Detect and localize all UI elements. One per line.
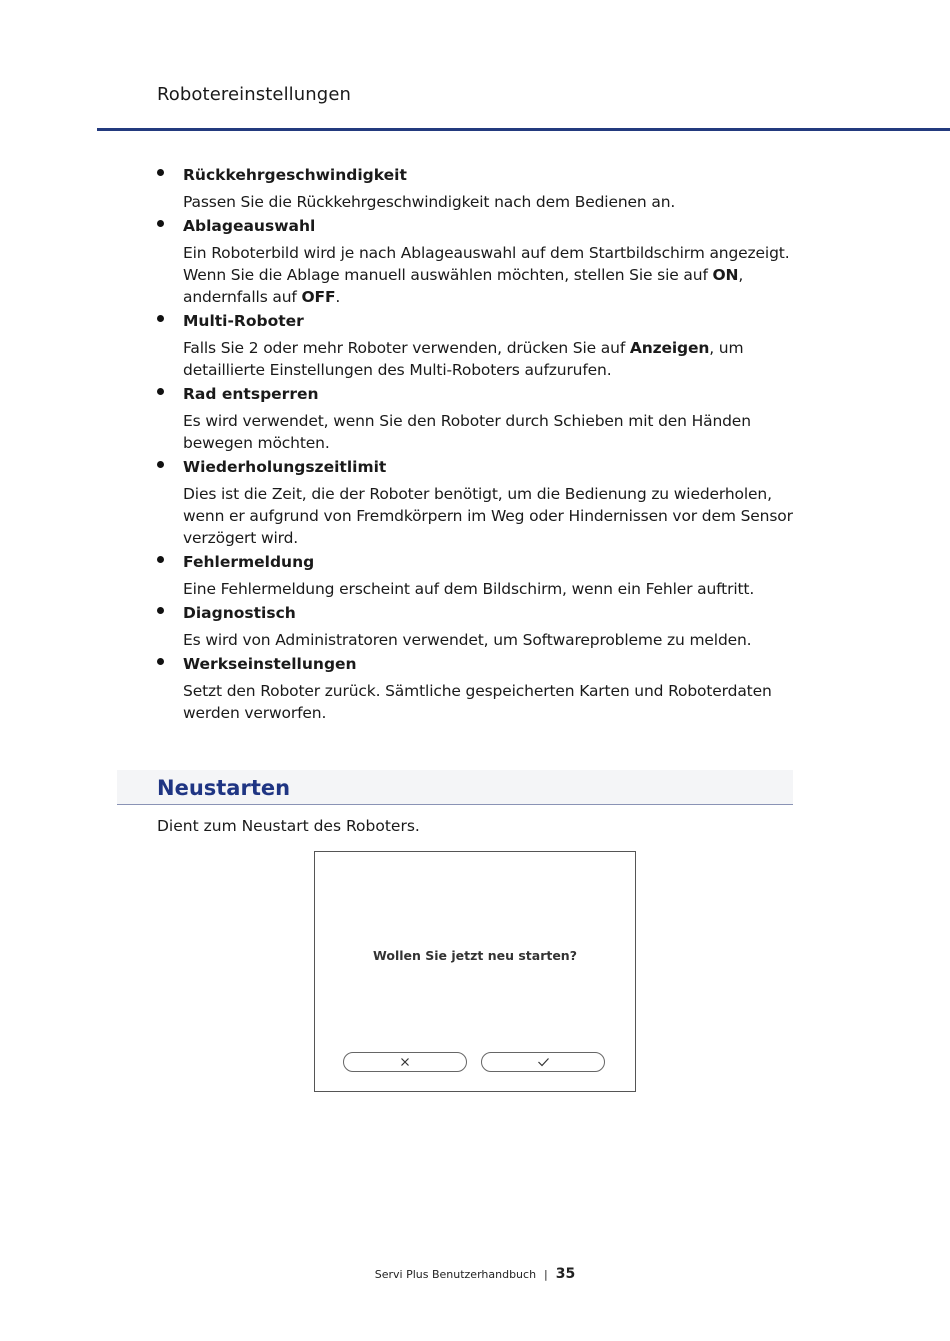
bullet-icon xyxy=(157,607,164,614)
bullet-icon xyxy=(157,388,164,395)
settings-item xyxy=(157,164,797,213)
emphasis-anzeigen: Anzeigen xyxy=(629,339,710,357)
settings-item-title: Diagnostisch xyxy=(183,604,296,622)
settings-item xyxy=(157,383,797,454)
footer-manual-title: Servi Plus Benutzerhandbuch xyxy=(374,1268,537,1281)
confirm-button[interactable] xyxy=(481,1052,605,1072)
page-number: 35 xyxy=(555,1266,576,1282)
page-header-title: Robotereinstellungen xyxy=(157,84,352,105)
settings-item-description: Es wird von Administratoren verwendet, um Softwareprobleme zu melden. xyxy=(183,631,752,649)
settings-item-description: Ein Roboterbild wird je nach Ablageauswahl auf dem Startbildschirm angezeigt. Wenn Sie die Ablage manuell auswählen möchten, stellen Sie sie auf ON, andernfalls auf OFF. xyxy=(183,244,790,306)
settings-item xyxy=(157,310,797,381)
section-description: Dient zum Neustart des Roboters. xyxy=(157,817,420,835)
settings-item-description: Eine Fehlermeldung erscheint auf dem Bildschirm, wenn ein Fehler auftritt. xyxy=(183,580,755,598)
settings-item-title: Rad entsperren xyxy=(183,385,319,403)
settings-list xyxy=(157,164,797,726)
settings-item xyxy=(157,456,797,549)
settings-item-title: Ablageauswahl xyxy=(183,217,316,235)
section-title: Neustarten xyxy=(157,776,291,800)
settings-item-title: Fehlermeldung xyxy=(183,553,315,571)
settings-item-description: Es wird verwendet, wenn Sie den Roboter durch Schieben mit den Händen bewegen möchten. xyxy=(183,412,751,452)
settings-item-description: Setzt den Roboter zurück. Sämtliche gespeicherten Karten und Roboterdaten werden verworfen. xyxy=(183,682,772,722)
bullet-icon xyxy=(157,315,164,322)
bullet-icon xyxy=(157,556,164,563)
settings-item-title: Wiederholungszeitlimit xyxy=(183,458,387,476)
check-icon xyxy=(537,1057,550,1067)
page-footer xyxy=(0,1266,950,1282)
cancel-button[interactable] xyxy=(343,1052,467,1072)
settings-item-title: Werkseinstellungen xyxy=(183,655,357,673)
bullet-icon xyxy=(157,658,164,665)
settings-item-description: Falls Sie 2 oder mehr Roboter verwenden, drücken Sie auf Anzeigen, um detaillierte Einstellungen des Multi-Roboters aufzurufen. xyxy=(183,339,744,379)
settings-item-title: Multi-Roboter xyxy=(183,312,304,330)
restart-dialog-screenshot xyxy=(314,851,636,1092)
emphasis-on: ON xyxy=(712,266,739,284)
header-divider xyxy=(97,128,950,131)
settings-item xyxy=(157,602,797,651)
settings-item-description: Dies ist die Zeit, die der Roboter benötigt, um die Bedienung zu wiederholen, wenn er aufgrund von Fremdkörpern im Weg oder Hindernissen vor dem Sensor verzögert wird. xyxy=(183,485,793,547)
emphasis-off: OFF xyxy=(301,288,336,306)
bullet-icon xyxy=(157,169,164,176)
close-icon xyxy=(400,1057,410,1067)
bullet-icon xyxy=(157,220,164,227)
settings-item xyxy=(157,215,797,308)
footer-separator: | xyxy=(544,1268,548,1281)
settings-item-description: Passen Sie die Rückkehrgeschwindigkeit nach dem Bedienen an. xyxy=(183,193,676,211)
dialog-question: Wollen Sie jetzt neu starten? xyxy=(373,948,577,963)
settings-item xyxy=(157,653,797,724)
settings-item xyxy=(157,551,797,600)
bullet-icon xyxy=(157,461,164,468)
settings-item-title: Rückkehrgeschwindigkeit xyxy=(183,166,407,184)
